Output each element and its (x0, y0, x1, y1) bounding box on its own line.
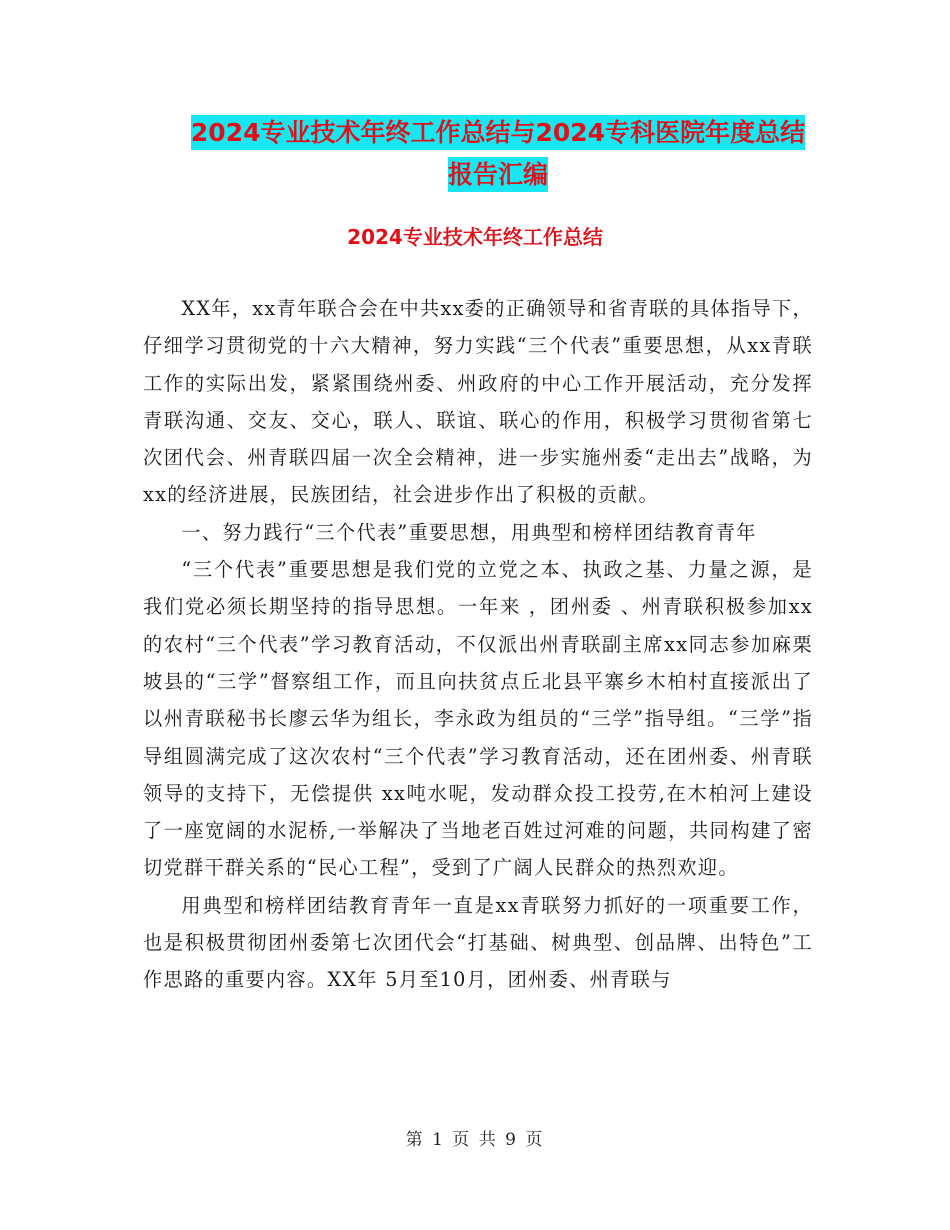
title-highlight: 报告汇编 (448, 157, 548, 192)
paragraph: XX年，xx青年联合会在中共xx委的正确领导和省青联的具体指导下，仔细学习贯彻党的十六大精神，努力实践“三个代表”重要思想，从xx青联工作的实际出发，紧紧围绕州委、州政府的中心工作开展活动，充分发挥青联沟通、交友、交心，联人、联谊、联心的作用，积极学习贯彻省第七次团代会、州青联四届一次全会精神，进一步实施州委“走出去”战略，为xx的经济进展，民族团结，社会进步作出了积极的贡献。 (143, 297, 813, 507)
paragraph: 用典型和榜样团结教育青年一直是xx青联努力抓好的一项重要工作，也是积极贯彻团州委第七次团代会“打基础、树典型、创品牌、出特色”工作思路的重要内容。XX年 5月至10月，团州委、州青联与 (143, 893, 813, 992)
page-footer: 第 1 页 共 9 页 (405, 1130, 545, 1150)
document-title-line-2 (140, 153, 856, 196)
document-title-line-1 (140, 111, 856, 154)
paragraph: 一、努力践行“三个代表”重要思想，用典型和榜样团结教育青年 (181, 520, 757, 544)
paragraph: “三个代表”重要思想是我们党的立党之本、执政之基、力量之源，是我们党必须长期坚持的指导思想。一年来 ，团州委 、州青联积极参加xx的农村“三个代表”学习教育活动，不仅派出州青联副主席xx同志参加麻栗坡县的“三学”督察组工作，而且向扶贫点丘北县平寨乡木柏村直接派出了以州青联秘书长廖云华为组长，李永政为组员的“三学”指导组。“三学”指导组圆满完成了这次农村“三个代表”学习教育活动，还在团州委、州青联领导的支持下，无偿提供 xx吨水呢，发动群众投工投劳,在木柏河上建设了一座宽阔的水泥桥,一举解决了当地老百姓过河难的问题，共同构建了密切党群干群关系的“民心工程”，受到了广阔人民群众的热烈欢迎。 (143, 558, 813, 880)
section-title: 2024专业技术年终工作总结 (347, 225, 603, 249)
body-text (143, 290, 813, 999)
title-highlight: 2024专业技术年终工作总结与2024专科医院年度总结 (191, 115, 805, 150)
